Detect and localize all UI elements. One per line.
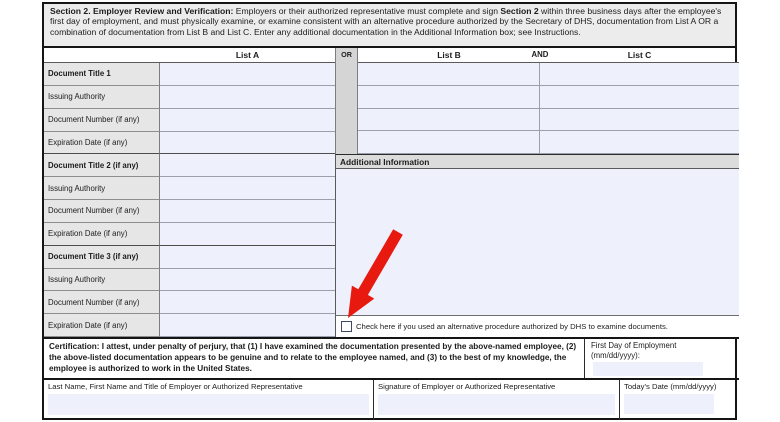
list-c-expiration-date-input[interactable] (540, 131, 739, 154)
list-b-title-input[interactable] (358, 63, 540, 86)
list-a-doc1-expiration-date-input[interactable] (160, 132, 335, 155)
list-b-c-table (358, 62, 739, 154)
list-a-doc2-title-input[interactable] (160, 154, 335, 177)
row-label-document-number-1: Document Number (if any) (44, 109, 160, 132)
alternative-procedure-checkbox[interactable] (341, 321, 352, 332)
list-a-doc2-issuing-authority-input[interactable] (160, 177, 335, 200)
certification-text: Certification: I attest, under penalty of perjury, that (1) I have examined the documentation presented by the above-named employee, (2) the above-listed documentation appears to be genuine and to relate to the employee named, and (3) to the best of my knowledge, the employee is authorized to work in the United States. (44, 339, 585, 380)
alternative-procedure-label: Check here if you used an alternative procedure authorized by DHS to examine documents. (356, 322, 668, 331)
list-c-title-input[interactable] (540, 63, 739, 86)
list-b-issuing-authority-input[interactable] (358, 86, 540, 109)
section2-instructions-2: within three business days after the employee's first day of employment, and must physically examine, or examine consistent with an alternative procedure authorized by the Secretary of DHS, documentation from List A OR a combination of documentation from List B and List C. Enter any additional documentation in the Additional Information box; see Instructions. (50, 6, 722, 37)
employer-name-title-label: Last Name, First Name and Title of Employer or Authorized Representative (48, 382, 303, 391)
list-c-document-number-input[interactable] (540, 109, 739, 132)
row-label-document-number-2: Document Number (if any) (44, 200, 160, 223)
row-label-document-title-2: Document Title 2 (if any) (44, 154, 160, 177)
row-label-issuing-authority-2: Issuing Authority (44, 177, 160, 200)
section2-bold-ref: Section 2 (500, 6, 539, 16)
signature-row (44, 378, 739, 418)
list-a-doc3-expiration-date-input[interactable] (160, 314, 335, 337)
row-label-issuing-authority-3: Issuing Authority (44, 269, 160, 292)
first-day-label-line1: First Day of Employment (591, 341, 677, 350)
column-header-list-a: List A (235, 50, 260, 60)
row-label-expiration-date-3: Expiration Date (if any) (44, 314, 160, 337)
row-label-document-title-3: Document Title 3 (if any) (44, 246, 160, 269)
i9-section2-form (42, 2, 737, 420)
section2-header (44, 4, 735, 48)
row-label-expiration-date-1: Expiration Date (if any) (44, 132, 160, 155)
employer-signature-cell (374, 380, 620, 420)
row-label-issuing-authority-1: Issuing Authority (44, 86, 160, 109)
additional-information-field[interactable] (335, 169, 739, 315)
todays-date-cell (620, 380, 739, 420)
list-a-doc1-title-input[interactable] (160, 63, 335, 86)
alternative-procedure-row (335, 315, 739, 337)
employer-signature-label: Signature of Employer or Authorized Representative (378, 382, 556, 391)
row-label-document-number-3: Document Number (if any) (44, 291, 160, 314)
list-a-doc2-expiration-date-input[interactable] (160, 223, 335, 246)
todays-date-label: Today's Date (mm/dd/yyyy) (624, 382, 717, 391)
todays-date-input[interactable] (624, 394, 714, 414)
row-label-document-title-1: Document Title 1 (44, 63, 160, 86)
list-a-doc1-document-number-input[interactable] (160, 109, 335, 132)
employer-name-title-input[interactable] (48, 394, 369, 415)
section2-title: Section 2. Employer Review and Verification: (50, 6, 234, 16)
employer-signature-input[interactable] (378, 394, 615, 415)
list-a-doc2-document-number-input[interactable] (160, 200, 335, 223)
first-day-label-line2: (mm/dd/yyyy): (591, 350, 640, 360)
row-label-expiration-date-2: Expiration Date (if any) (44, 223, 160, 246)
list-a-doc3-document-number-input[interactable] (160, 291, 335, 314)
certification-section (44, 337, 739, 378)
additional-information-header: Additional Information (335, 154, 739, 169)
or-divider-strip (335, 48, 358, 154)
list-a-doc3-title-input[interactable] (160, 246, 335, 269)
list-a-table (44, 62, 335, 337)
first-day-of-employment-cell (585, 339, 739, 380)
column-header-list-c: List C (627, 50, 652, 60)
list-a-doc3-issuing-authority-input[interactable] (160, 269, 335, 292)
or-label: OR (341, 50, 352, 59)
list-c-issuing-authority-input[interactable] (540, 86, 739, 109)
column-header-and: AND (531, 50, 549, 59)
first-day-of-employment-input[interactable] (593, 362, 703, 376)
employer-name-title-cell (44, 380, 374, 420)
column-header-list-b: List B (437, 50, 461, 60)
list-b-expiration-date-input[interactable] (358, 131, 540, 154)
list-a-doc1-issuing-authority-input[interactable] (160, 86, 335, 109)
section2-instructions-1: Employers or their authorized representative must complete and sign (235, 6, 501, 16)
list-b-document-number-input[interactable] (358, 109, 540, 132)
